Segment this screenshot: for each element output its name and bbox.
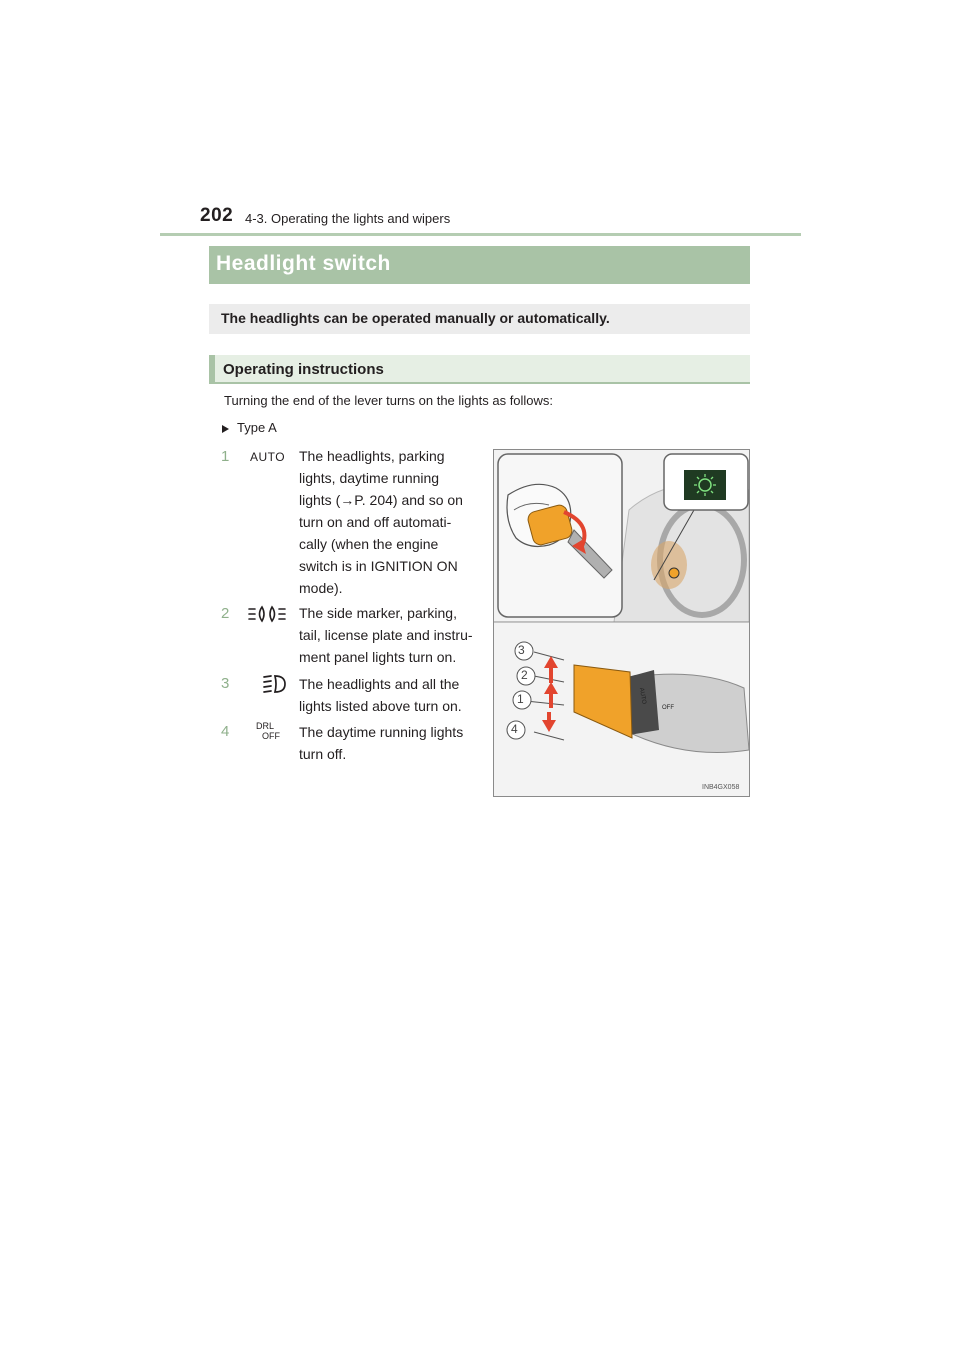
type-label [222, 420, 277, 435]
text-line: The headlights, parking [299, 448, 445, 464]
lever-off-label: OFF [662, 705, 674, 711]
text-line: tail, license plate and instru- [299, 627, 473, 643]
text-line: mode). [299, 580, 343, 596]
headlight-icon [262, 673, 286, 695]
intro-text: The headlights can be operated manually or automatically. [221, 310, 610, 326]
text-line: switch is in IGNITION ON [299, 558, 458, 574]
text-line: lights listed above turn on. [299, 698, 462, 714]
triangle-bullet-icon [222, 425, 229, 433]
text-line: The daytime running lights [299, 724, 464, 740]
callout-2: 2 [521, 668, 528, 682]
item-number: 1 [221, 448, 230, 465]
section-title: Headlight switch [216, 252, 391, 275]
lever-auto-label: AUTO [637, 687, 647, 705]
item-number: 4 [221, 723, 230, 740]
item-description [299, 445, 480, 599]
text-line: turn off. [299, 746, 347, 762]
item-description [299, 673, 480, 717]
text-line: lights, daytime running [299, 470, 440, 486]
header-divider [160, 233, 801, 236]
callout-1: 1 [517, 692, 524, 706]
callout-3: 3 [518, 643, 525, 657]
item-number: 2 [221, 605, 230, 622]
type-label-text: Type A [237, 420, 277, 435]
subsection-underline [209, 382, 750, 384]
page-number: 202 [200, 205, 234, 226]
item-description [299, 602, 480, 668]
callout-4: 4 [511, 722, 518, 736]
figure-code: INB4GX058 [702, 784, 740, 791]
item-number: 3 [221, 675, 230, 692]
off-label: OFF [262, 731, 280, 741]
drl-label: DRL [256, 721, 275, 731]
text-line: cally (when the engine [299, 536, 439, 552]
text-line: ment panel lights turn on. [299, 649, 457, 665]
subsection-title: Operating instructions [223, 361, 384, 378]
drl-off-icon [256, 721, 280, 741]
lead-paragraph: Turning the end of the lever turns on the lights as follows: [224, 393, 554, 408]
parking-lights-icon [247, 604, 287, 624]
text-line: lights (→P. 204) and so on [299, 492, 463, 508]
text-line: The side marker, parking, [299, 605, 457, 621]
auto-icon: AUTO [250, 450, 286, 464]
headlight-switch-illustration [493, 449, 750, 797]
item-description [299, 721, 480, 765]
breadcrumb: 4-3. Operating the lights and wipers [245, 211, 451, 226]
text-line: turn on and off automati- [299, 514, 452, 530]
text-line: The headlights and all the [299, 676, 460, 692]
